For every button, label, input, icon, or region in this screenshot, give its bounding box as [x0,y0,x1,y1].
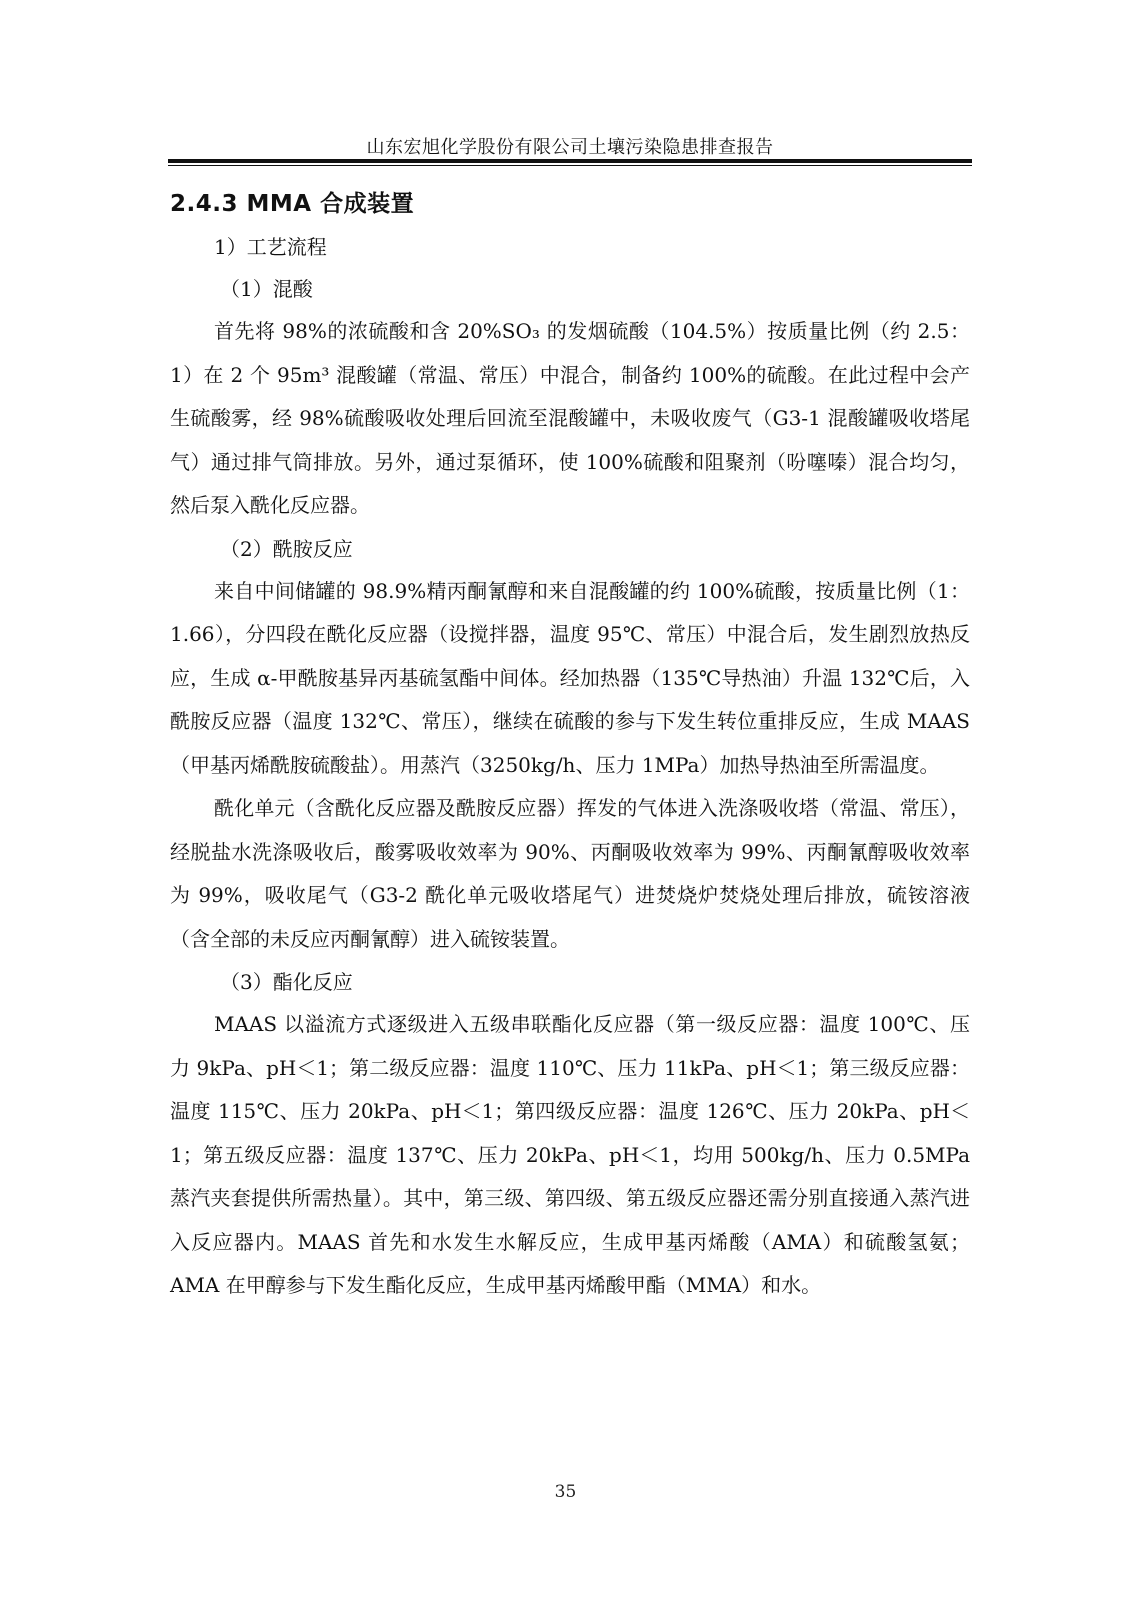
paragraph-amide-reaction-1: 来自中间储罐的 98.9%精丙酮氰醇和来自混酸罐的约 100%硫酸，按质量比例（1：1.66），分四段在酰化反应器（设搅拌器，温度 95℃、常压）中混合后，发生剧烈放热反应，生成 α-甲酰胺基异丙基硫氢酯中间体。经加热器（135℃导热油）升温 132℃后，入酰胺反应器（温度 132℃、常压），继续在硫酸的参与下发生转位重排反应，生成 MAAS（甲基丙烯酰胺硫酸盐）。用蒸汽（3250kg/h、压力 1MPa）加热导热油至所需温度。 [170,578,970,777]
page-number: 35 [554,1482,577,1502]
paragraph-amide-reaction-2: 酰化单元（含酰化反应器及酰胺反应器）挥发的气体进入洗涤吸收塔（常温、常压），经脱盐水洗涤吸收后，酸雾吸收效率为 90%、丙酮吸收效率为 99%、丙酮氰醇吸收效率为 99%，吸收尾气（G3-2 酰化单元吸收塔尾气）进焚烧炉焚烧处理后排放，硫铵溶液（含全部的未反应丙酮氰醇）进入硫铵装置。 [170,796,970,951]
document-header-title: 山东宏旭化学股份有限公司土壤污染隐患排查报告 [366,137,774,158]
header-divider-thick [168,159,972,163]
paragraph-mixed-acid: 首先将 98%的浓硫酸和含 20%SO₃ 的发烟硫酸（104.5%）按质量比例（约 2.5：1）在 2 个 95m³ 混酸罐（常温、常压）中混合，制备约 100%的硫酸。在此过程中会产生硫酸雾，经 98%硫酸吸收处理后回流至混酸罐中，未吸收废气（G3-1 混酸罐吸收塔尾气）通过排气筒排放。另外，通过泵循环，使 100%硫酸和阻聚剂（吩噻嗪）混合均匀，然后泵入酰化反应器。 [170,319,970,517]
subsection-heading-amide-reaction: （2）酰胺反应 [220,536,353,561]
subsection-heading-esterification: （3）酯化反应 [220,970,353,994]
subsection-heading-mixed-acid: （1）混酸 [220,277,313,301]
section-heading: 2.4.3 MMA 合成装置 [170,191,415,217]
process-flow-heading: 1）工艺流程 [214,235,327,259]
paragraph-esterification: MAAS 以溢流方式逐级进入五级串联酯化反应器（第一级反应器：温度 100℃、压力 9kPa、pH＜1；第二级反应器：温度 110℃、压力 11kPa、pH＜1；第三级反应器：温度 115℃、压力 20kPa、pH＜1；第四级反应器：温度 126℃、压力 20kPa、pH＜1；第五级反应器：温度 137℃、压力 20kPa、pH＜1，均用 500kg/h、压力 0.5MPa 蒸汽夹套提供所需热量）。其中，第三级、第四级、第五级反应器还需分别直接通入蒸汽进入反应器内。MAAS 首先和水发生水解反应，生成甲基丙烯酸（AMA）和硫酸氢氨；AMA 在甲醇参与下发生酯化反应，生成甲基丙烯酸甲酯（MMA）和水。 [170,1012,970,1297]
header-divider-thin [168,165,972,166]
page-body [170,182,970,1308]
